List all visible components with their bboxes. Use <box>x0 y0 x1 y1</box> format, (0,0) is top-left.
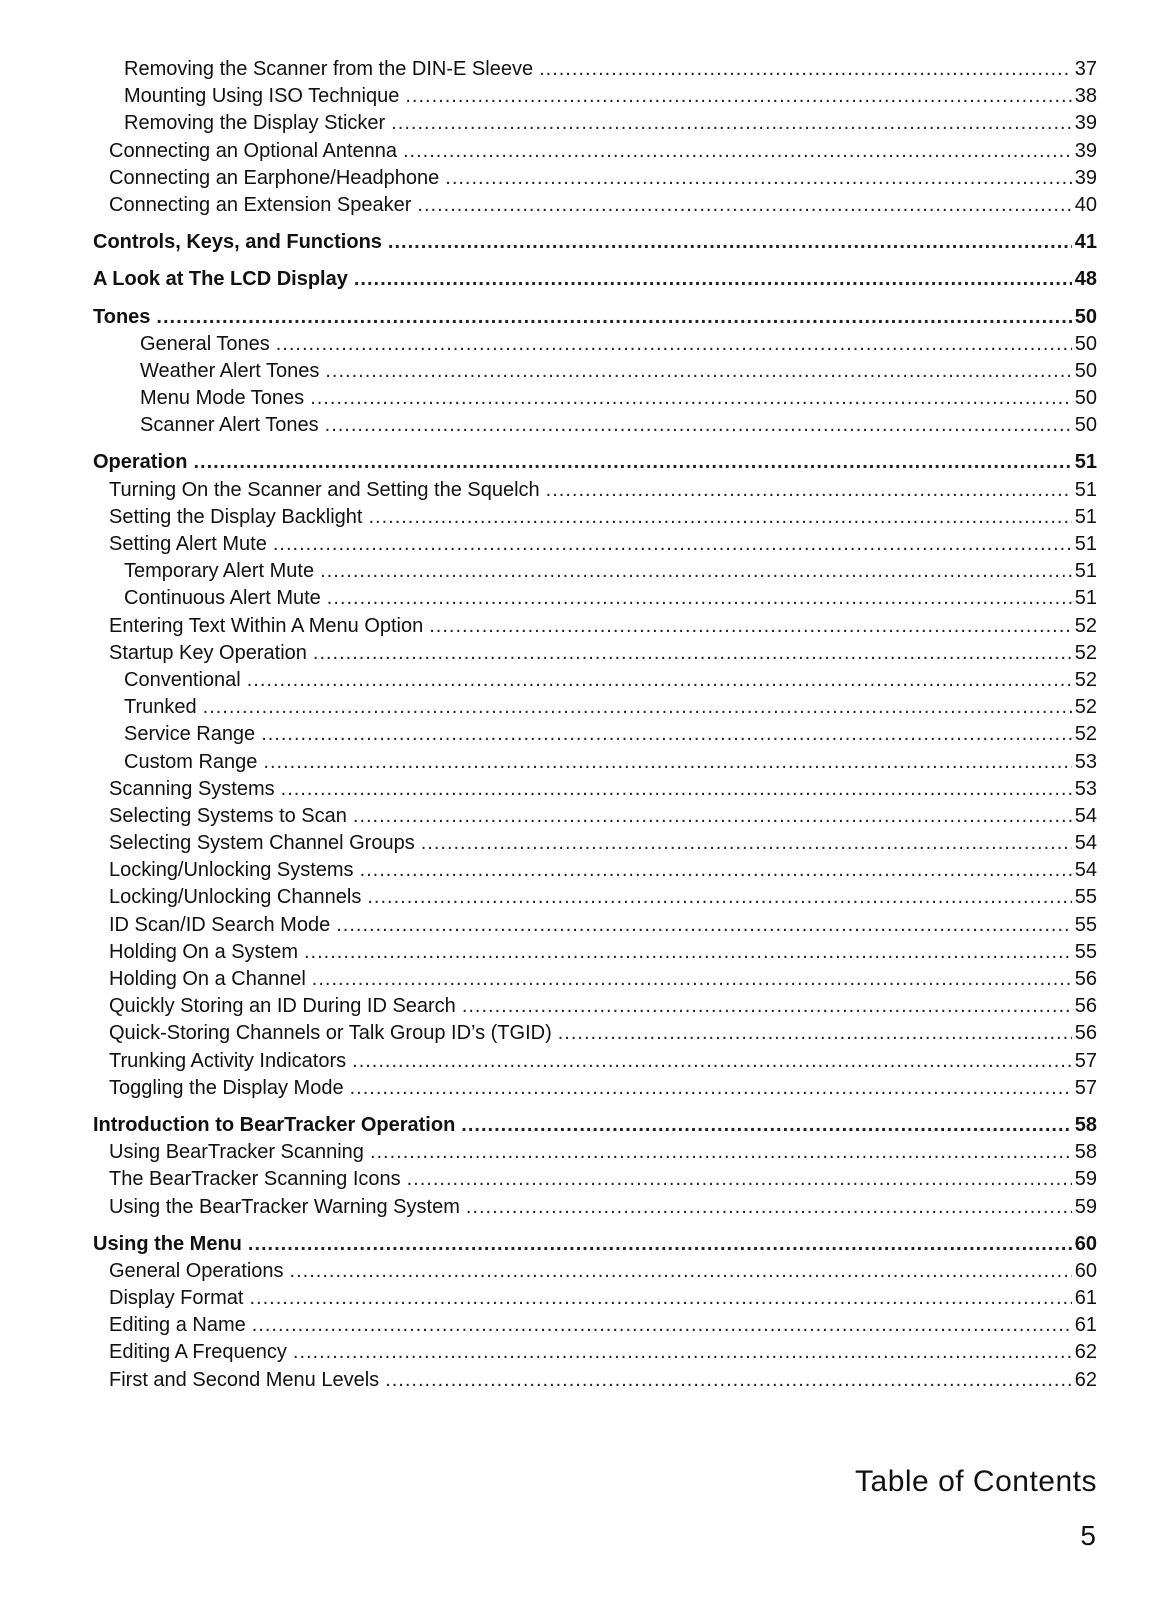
toc-entry <box>93 83 1097 110</box>
toc-entry-page: 53 <box>1074 750 1097 773</box>
toc-entry-title: Turning On the Scanner and Setting the Squelch <box>109 478 540 501</box>
toc-entry-page: 50 <box>1074 332 1097 355</box>
toc-entry-title: General Tones <box>140 332 270 355</box>
dot-leader <box>350 1075 1072 1102</box>
toc-entry <box>93 966 1097 993</box>
dot-leader <box>252 1312 1072 1339</box>
toc-entry-title: ID Scan/ID Search Mode <box>109 913 331 936</box>
dot-leader <box>203 694 1072 721</box>
toc-entry-title: A Look at The LCD Display <box>93 268 348 291</box>
toc-entry-page: 56 <box>1074 995 1097 1018</box>
toc-entry <box>93 1075 1097 1102</box>
toc-entry-page: 39 <box>1074 112 1097 135</box>
toc-entry <box>93 1020 1097 1047</box>
dot-leader <box>405 83 1071 110</box>
toc-entry <box>93 1139 1097 1166</box>
toc-entry-page: 59 <box>1074 1195 1097 1218</box>
toc-entry-page: 52 <box>1074 696 1097 719</box>
toc-section-entry <box>93 449 1097 476</box>
dot-leader <box>367 884 1071 911</box>
page-number: 5 <box>1080 1520 1096 1551</box>
toc-section-entry <box>93 304 1097 331</box>
dot-leader <box>429 613 1072 640</box>
toc-entry-title: First and Second Menu Levels <box>109 1368 380 1391</box>
toc-entry-page: 48 <box>1074 268 1097 291</box>
toc-entry-title: Menu Mode Tones <box>140 387 305 410</box>
toc-entry-title: Continuous Alert Mute <box>124 587 321 610</box>
toc-entry-page: 39 <box>1074 139 1097 162</box>
toc-entry-page: 61 <box>1074 1314 1097 1337</box>
toc-entry <box>93 1285 1097 1312</box>
toc-entry-title: Setting Alert Mute <box>109 533 267 555</box>
toc-entry <box>93 749 1097 776</box>
toc-entry-title: Startup Key Operation <box>109 641 307 664</box>
toc-entry <box>93 56 1097 83</box>
toc-entry-page: 41 <box>1074 231 1097 254</box>
toc-entry-page: 61 <box>1074 1287 1097 1310</box>
dot-leader <box>293 1339 1072 1366</box>
toc-entry <box>93 803 1097 830</box>
toc-entry-page: 52 <box>1074 668 1097 691</box>
toc-entry-title: Custom Range <box>124 750 258 773</box>
toc-entry-title: Selecting System Channel Groups <box>109 832 415 855</box>
toc-entry <box>93 640 1097 667</box>
dot-leader <box>360 857 1072 884</box>
toc-section-entry <box>93 1112 1097 1139</box>
toc-entry-title: Holding On a System <box>109 940 298 963</box>
toc-entry <box>93 857 1097 884</box>
dot-leader <box>466 1194 1072 1221</box>
toc-entry-title: Editing A Frequency <box>109 1341 287 1364</box>
toc-entry-title: Using the Menu <box>93 1232 242 1255</box>
dot-leader <box>558 1020 1072 1047</box>
toc-entry <box>93 694 1097 721</box>
toc-entry <box>93 477 1097 504</box>
dot-leader <box>407 1166 1072 1193</box>
toc-entry-title: Entering Text Within A Menu Option <box>109 614 424 637</box>
dot-leader <box>263 749 1071 776</box>
toc-entry-page: 53 <box>1074 777 1097 800</box>
toc-entry-page: 57 <box>1074 1076 1097 1099</box>
table-of-contents <box>93 56 1097 1394</box>
toc-entry-title: Removing the Scanner from the DIN-E Sleeve <box>124 58 534 80</box>
dot-leader <box>445 165 1071 192</box>
dot-leader <box>462 993 1072 1020</box>
toc-entry-title: Locking/Unlocking Systems <box>109 859 354 882</box>
toc-entry-title: Operation <box>93 451 188 474</box>
toc-entry-page: 51 <box>1074 587 1097 610</box>
toc-entry-page: 51 <box>1074 505 1097 528</box>
toc-entry <box>93 830 1097 857</box>
toc-entry-page: 50 <box>1074 414 1097 437</box>
dot-leader <box>385 1367 1072 1394</box>
dot-leader <box>368 504 1071 531</box>
dot-leader <box>336 912 1072 939</box>
toc-entry <box>93 613 1097 640</box>
toc-entry-page: 56 <box>1074 968 1097 990</box>
toc-entry-page: 62 <box>1074 1368 1097 1391</box>
toc-entry <box>93 939 1097 966</box>
toc-entry-page: 54 <box>1074 804 1097 827</box>
toc-entry <box>93 776 1097 803</box>
toc-entry-page: 37 <box>1074 58 1097 80</box>
toc-entry <box>93 504 1097 531</box>
toc-entry-title: Connecting an Extension Speaker <box>109 193 412 216</box>
toc-entry-page: 52 <box>1074 614 1097 637</box>
toc-entry <box>93 385 1097 412</box>
dot-leader <box>388 229 1072 256</box>
dot-leader <box>353 803 1072 830</box>
toc-entry <box>93 358 1097 385</box>
toc-entry-page: 51 <box>1074 533 1097 555</box>
toc-entry-title: Service Range <box>124 723 256 746</box>
dot-leader <box>421 830 1072 857</box>
toc-entry <box>93 165 1097 192</box>
toc-entry-title: Weather Alert Tones <box>140 359 320 382</box>
toc-entry <box>93 912 1097 939</box>
toc-entry-page: 50 <box>1074 359 1097 382</box>
dot-leader <box>310 385 1072 412</box>
toc-entry-page: 54 <box>1074 859 1097 882</box>
toc-entry <box>93 110 1097 137</box>
dot-leader <box>281 776 1072 803</box>
dot-leader <box>247 667 1072 694</box>
toc-entry-title: Mounting Using ISO Technique <box>124 85 400 108</box>
toc-entry-title: Editing a Name <box>109 1314 246 1337</box>
toc-entry-title: Display Format <box>109 1287 244 1310</box>
dot-leader <box>327 585 1072 612</box>
dot-leader <box>391 110 1072 137</box>
toc-entry <box>93 721 1097 748</box>
toc-entry-title: Temporary Alert Mute <box>124 560 315 583</box>
toc-entry <box>93 667 1097 694</box>
toc-entry-title: Trunked <box>124 696 197 719</box>
toc-entry <box>93 192 1097 219</box>
toc-entry-title: Using the BearTracker Warning System <box>109 1195 460 1218</box>
dot-leader <box>320 558 1072 585</box>
dot-leader <box>461 1112 1071 1139</box>
toc-entry-page: 58 <box>1074 1141 1097 1164</box>
toc-entry-title: The BearTracker Scanning Icons <box>109 1168 401 1191</box>
section-title: Table of Contents <box>855 1465 1097 1498</box>
toc-entry-page: 51 <box>1074 478 1097 501</box>
toc-entry <box>93 993 1097 1020</box>
toc-entry-title: Scanner Alert Tones <box>140 414 319 437</box>
toc-entry-page: 60 <box>1074 1259 1097 1282</box>
toc-section-entry <box>93 229 1097 256</box>
toc-entry-page: 58 <box>1074 1113 1097 1136</box>
toc-section-entry <box>93 1231 1097 1258</box>
toc-entry-title: Locking/Unlocking Channels <box>109 886 362 909</box>
toc-entry-page: 51 <box>1074 560 1097 583</box>
toc-entry-page: 57 <box>1074 1049 1097 1072</box>
toc-entry-title: Trunking Activity Indicators <box>109 1049 347 1072</box>
dot-leader <box>312 966 1072 993</box>
toc-entry-page: 52 <box>1074 641 1097 664</box>
toc-entry-title: Tones <box>93 305 151 328</box>
dot-leader <box>249 1285 1071 1312</box>
toc-entry-page: 55 <box>1074 940 1097 963</box>
toc-entry-page: 51 <box>1074 451 1097 474</box>
toc-entry-title: Conventional <box>124 668 241 691</box>
toc-entry-page: 56 <box>1074 1022 1097 1045</box>
toc-entry <box>93 585 1097 612</box>
toc-entry-page: 60 <box>1074 1232 1097 1255</box>
dot-leader <box>403 138 1072 165</box>
dot-leader <box>290 1258 1072 1285</box>
toc-entry <box>93 138 1097 165</box>
toc-entry-title: Connecting an Optional Antenna <box>109 139 397 162</box>
toc-entry-title: Selecting Systems to Scan <box>109 804 347 827</box>
toc-entry <box>93 1258 1097 1285</box>
dot-leader <box>539 56 1072 83</box>
toc-entry <box>93 1166 1097 1193</box>
toc-entry <box>93 1194 1097 1221</box>
toc-entry-page: 40 <box>1074 193 1097 216</box>
toc-entry <box>93 1048 1097 1075</box>
toc-entry <box>93 1339 1097 1366</box>
toc-entry-title: Quick-Storing Channels or Talk Group ID’s (TGID) <box>109 1022 552 1045</box>
toc-entry-page: 39 <box>1074 166 1097 189</box>
toc-entry-page: 55 <box>1074 886 1097 909</box>
dot-leader <box>352 1048 1072 1075</box>
toc-entry-title: Introduction to BearTracker Operation <box>93 1113 456 1136</box>
toc-entry-page: 62 <box>1074 1341 1097 1364</box>
toc-entry-title: Holding On a Channel <box>109 968 306 990</box>
dot-leader <box>325 358 1071 385</box>
dot-leader <box>276 331 1072 358</box>
dot-leader <box>304 939 1072 966</box>
toc-entry-page: 52 <box>1074 723 1097 746</box>
dot-leader <box>273 531 1072 558</box>
toc-entry-title: Using BearTracker Scanning <box>109 1141 364 1164</box>
dot-leader <box>156 304 1071 331</box>
toc-entry-title: Connecting an Earphone/Headphone <box>109 166 440 189</box>
toc-entry <box>93 558 1097 585</box>
toc-entry-page: 50 <box>1074 387 1097 410</box>
toc-entry <box>93 1367 1097 1394</box>
dot-leader <box>354 266 1072 293</box>
toc-entry-title: Toggling the Display Mode <box>109 1076 344 1099</box>
toc-entry-page: 38 <box>1074 85 1097 108</box>
toc-entry <box>93 331 1097 358</box>
toc-section-entry <box>93 266 1097 293</box>
dot-leader <box>248 1231 1072 1258</box>
toc-entry <box>93 412 1097 439</box>
toc-entry-page: 50 <box>1074 305 1097 328</box>
dot-leader <box>417 192 1071 219</box>
toc-entry-title: Removing the Display Sticker <box>124 112 386 135</box>
toc-entry-title: Setting the Display Backlight <box>109 505 363 528</box>
dot-leader <box>193 449 1071 476</box>
dot-leader <box>261 721 1072 748</box>
toc-entry-title: General Operations <box>109 1259 284 1282</box>
toc-entry-title: Scanning Systems <box>109 777 275 800</box>
toc-entry-page: 59 <box>1074 1168 1097 1191</box>
toc-entry-page: 54 <box>1074 832 1097 855</box>
dot-leader <box>313 640 1072 667</box>
dot-leader <box>370 1139 1072 1166</box>
toc-entry <box>93 531 1097 558</box>
toc-entry <box>93 884 1097 911</box>
toc-entry-page: 55 <box>1074 913 1097 936</box>
dot-leader <box>546 477 1072 504</box>
toc-entry-title: Quickly Storing an ID During ID Search <box>109 995 456 1018</box>
toc-entry-title: Controls, Keys, and Functions <box>93 231 382 254</box>
dot-leader <box>325 412 1072 439</box>
toc-entry <box>93 1312 1097 1339</box>
